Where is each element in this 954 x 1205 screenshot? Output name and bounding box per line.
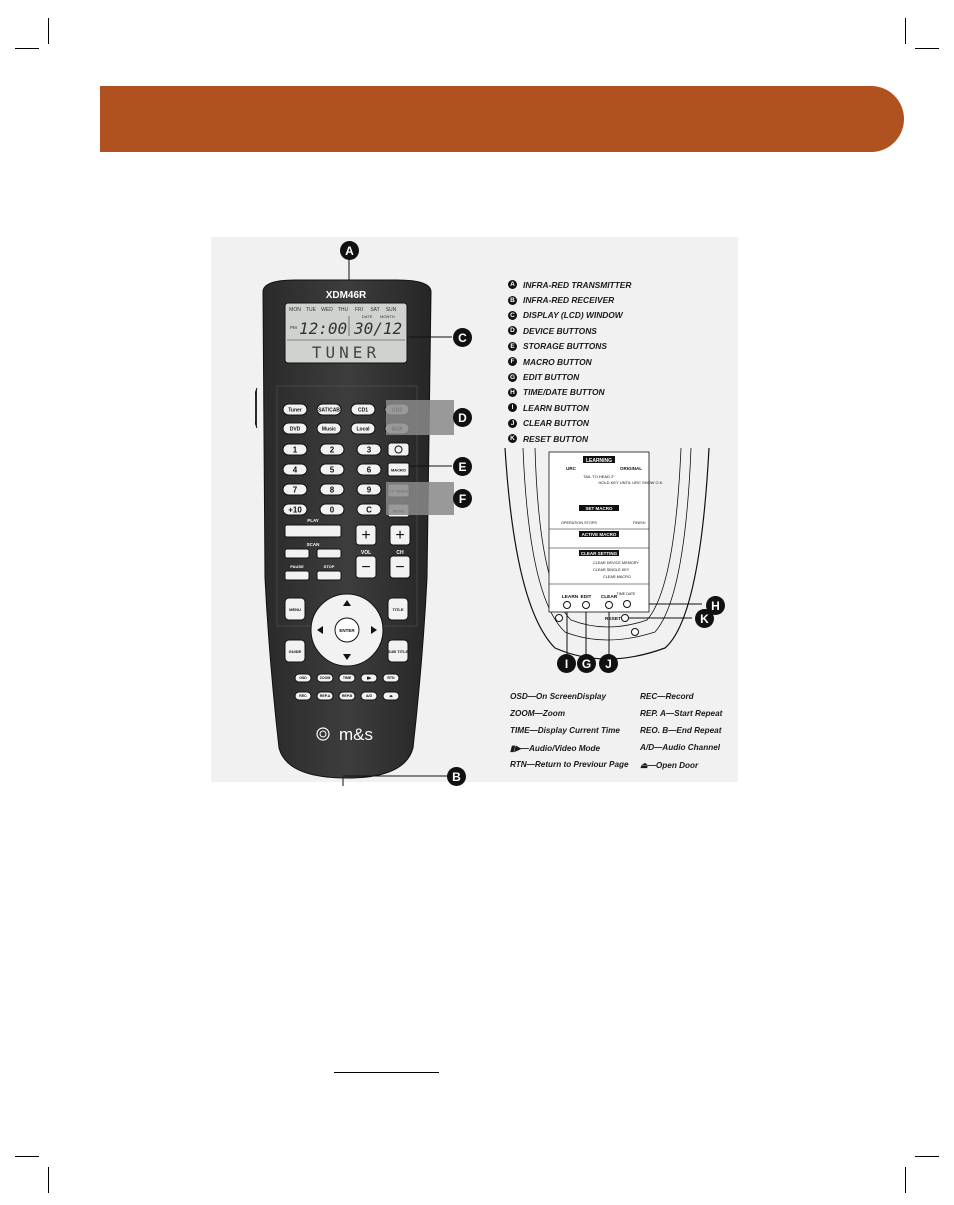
abbreviation-right: REO. B—End Repeat	[640, 726, 722, 735]
legend-text: TIME/DATE BUTTON	[523, 387, 605, 398]
abbreviation-left: OSD—On ScreenDisplay	[510, 692, 607, 701]
callout-b: B	[447, 767, 466, 786]
legend-letter: C	[508, 311, 517, 320]
svg-text:CLEAR MACRO: CLEAR MACRO	[603, 575, 631, 579]
number-button-3-label: 3	[366, 445, 372, 455]
stop-label: STOP	[323, 564, 335, 569]
number-button-9-label: 9	[366, 485, 372, 495]
legend-item	[508, 339, 631, 354]
device-button-cd1-label: CD1	[357, 407, 369, 414]
device-button-music-label: Music	[321, 426, 337, 433]
legend-letter: B	[508, 296, 517, 305]
legend-text: INFRA-RED TRANSMITTER	[523, 279, 632, 290]
number-button-7-label: 7	[292, 485, 298, 495]
small-button-label: REC	[299, 694, 307, 699]
callout-i: I	[557, 654, 576, 673]
legend-letter: D	[508, 326, 517, 335]
legend-text: LEARN BUTTON	[523, 402, 589, 413]
legend-letter: E	[508, 342, 517, 351]
legend-letter: A	[508, 280, 517, 289]
abbreviation-left: ZOOM—Zoom	[510, 709, 566, 718]
legend-text: CLEAR BUTTON	[523, 418, 589, 429]
svg-text:CLEAR: CLEAR	[600, 595, 618, 600]
legend-item	[508, 431, 631, 446]
small-button-label: RTN	[387, 676, 395, 681]
lcd-date: 30/12	[354, 319, 403, 338]
number-button-6-label: 6	[366, 465, 372, 475]
svg-text:ORIGINAL: ORIGINAL	[620, 466, 642, 471]
number-button-8-label: 8	[329, 485, 335, 495]
small-button-label: REP.B	[341, 694, 353, 699]
legend-letter: J	[508, 419, 517, 428]
legend-item	[508, 308, 631, 323]
callout-d: D	[453, 408, 472, 427]
brand-logo: m&s	[339, 725, 373, 744]
minus-icon: −	[395, 559, 405, 576]
callout-g: G	[577, 654, 596, 673]
lcd-day-fri: FRI	[354, 307, 364, 313]
svg-text:OPERATION STOPS: OPERATION STOPS	[561, 521, 597, 525]
abbreviation-right: REP. A—Start Repeat	[640, 709, 723, 718]
learn-button	[564, 602, 571, 609]
lcd-pm: PM	[290, 325, 297, 330]
small-button-label: ⏏	[389, 694, 393, 699]
abbreviation-right: A/D—Audio Channel	[640, 743, 721, 752]
title-button-label: TITLE	[392, 607, 404, 612]
small-button-label: TIME	[342, 676, 352, 681]
scan-label: SCAN	[306, 542, 320, 547]
play-label: PLAY	[307, 518, 319, 523]
legend-text: EDIT BUTTON	[523, 372, 580, 383]
legend-letter: G	[509, 373, 516, 381]
model-label: XDM46R	[325, 290, 367, 301]
clear-button	[606, 602, 613, 609]
lcd-day-thu: THU	[337, 307, 349, 313]
svg-text:EDIT: EDIT	[580, 595, 592, 600]
legend-item	[508, 292, 631, 307]
lcd-day-sat: SAT	[370, 307, 380, 313]
legend-text: STORAGE BUTTONS	[523, 341, 607, 352]
number-button-C-label: C	[366, 505, 372, 515]
lcd-day-mon: MON	[289, 307, 301, 313]
abbreviation-right: ⏏—Open Door	[640, 761, 699, 770]
legend-letter: K	[508, 434, 517, 443]
callout-f: F	[453, 489, 472, 508]
ch-label: CH	[396, 550, 404, 556]
lcd-time: 12:00	[299, 319, 348, 338]
abbreviation-left: ▮▶—Audio/Video Mode	[510, 744, 601, 753]
plus-icon: +	[361, 527, 371, 544]
lcd-date-label: DATE	[362, 314, 373, 319]
svg-text:FINISH: FINISH	[633, 521, 646, 525]
device-button-tuner-label: Tuner	[288, 407, 302, 414]
callout-c: C	[453, 328, 472, 347]
guide-button-label: GUIDE	[288, 649, 302, 654]
time-date-button	[624, 601, 631, 608]
legend-item	[508, 369, 631, 384]
svg-text:SET MACRO: SET MACRO	[585, 506, 613, 511]
enter-label: ENTER	[339, 628, 355, 633]
device-button-local-label: Local	[356, 426, 370, 433]
small-button-label: ZOOM	[319, 676, 331, 681]
reset-button	[622, 615, 629, 622]
menu-button-label: MENU	[289, 607, 301, 612]
legend-text: MACRO BUTTON	[523, 356, 592, 367]
callout-legend	[508, 277, 631, 446]
callout-j: J	[599, 654, 618, 673]
svg-text:ACTIVE MACRO: ACTIVE MACRO	[581, 532, 617, 537]
legend-item	[508, 277, 631, 292]
svg-text:CLEAR SINGLE KEY: CLEAR SINGLE KEY	[593, 568, 630, 572]
svg-text:TAIL TO HEAD 2": TAIL TO HEAD 2"	[583, 474, 615, 479]
pause-label: PAUSE	[290, 564, 304, 569]
number-button-0-label: 0	[329, 505, 335, 515]
number-button-4-label: 4	[292, 465, 298, 475]
svg-text:URC: URC	[566, 466, 576, 471]
legend-text: DISPLAY (LCD) WINDOW	[523, 310, 623, 321]
legend-text: INFRA-RED RECEIVER	[523, 295, 615, 306]
lcd-display-text: TUNER	[311, 343, 381, 362]
vol-label: VOL	[360, 550, 372, 556]
lcd-month-label: MONTH	[380, 314, 395, 319]
callout-k: K	[695, 609, 714, 628]
lcd-day-wed: WED	[321, 307, 333, 313]
svg-text:TIME DATE: TIME DATE	[616, 592, 636, 596]
callout-h: H	[706, 596, 725, 615]
footer-rule	[334, 1072, 439, 1073]
abbreviation-left: TIME—Display Current Time	[510, 726, 620, 735]
legend-text: RESET BUTTON	[523, 433, 588, 444]
number-button-1-label: 1	[292, 445, 298, 455]
subtitle-button-label: SUB TITLE	[387, 649, 409, 654]
abbreviation-right: REC—Record	[640, 692, 694, 701]
legend-text: DEVICE BUTTONS	[523, 325, 597, 336]
number-button-2-label: 2	[329, 445, 335, 455]
legend-item	[508, 354, 631, 369]
lcd-day-tue: TUE	[306, 307, 316, 313]
number-button-5-label: 5	[329, 465, 335, 475]
minus-icon: −	[361, 559, 371, 576]
lcd-day-sun: SUN	[385, 307, 397, 313]
svg-text:RESET: RESET	[605, 617, 621, 622]
small-button-label: A/D	[365, 694, 373, 699]
legend-item	[508, 400, 631, 415]
macro-button-label: MACRO	[390, 467, 407, 473]
legend-letter: H	[508, 388, 517, 397]
callout-e: E	[453, 457, 472, 476]
device-button-satcab-label: SAT/CAB	[318, 407, 340, 414]
small-button-label: OSD	[299, 676, 307, 681]
svg-text:CLEAR SETTING: CLEAR SETTING	[580, 551, 618, 556]
remote-back-panel	[495, 448, 735, 670]
svg-text:HOLD KEY UNTIL URC SHOW O.K.: HOLD KEY UNTIL URC SHOW O.K.	[598, 480, 664, 485]
small-button-label: ▮▶	[366, 676, 372, 681]
legend-letter: F	[508, 357, 517, 366]
small-button-label: REP.A	[319, 694, 331, 699]
svg-text:CLEAR DEVICE MEMORY: CLEAR DEVICE MEMORY	[593, 561, 639, 565]
legend-item	[508, 416, 631, 431]
callout-a: A	[340, 241, 359, 260]
edit-button	[583, 602, 590, 609]
legend-letter: I	[508, 403, 517, 412]
legend-item	[508, 385, 631, 400]
abbreviation-left: RTN—Return to Previour Page	[510, 760, 629, 769]
device-button-dvd-label: DVD	[289, 426, 301, 433]
svg-text:LEARNING: LEARNING	[585, 458, 613, 464]
legend-item	[508, 323, 631, 338]
svg-text:LEARN: LEARN	[561, 595, 579, 600]
number-button-plus10-label: +10	[288, 505, 302, 515]
plus-icon: +	[395, 527, 405, 544]
